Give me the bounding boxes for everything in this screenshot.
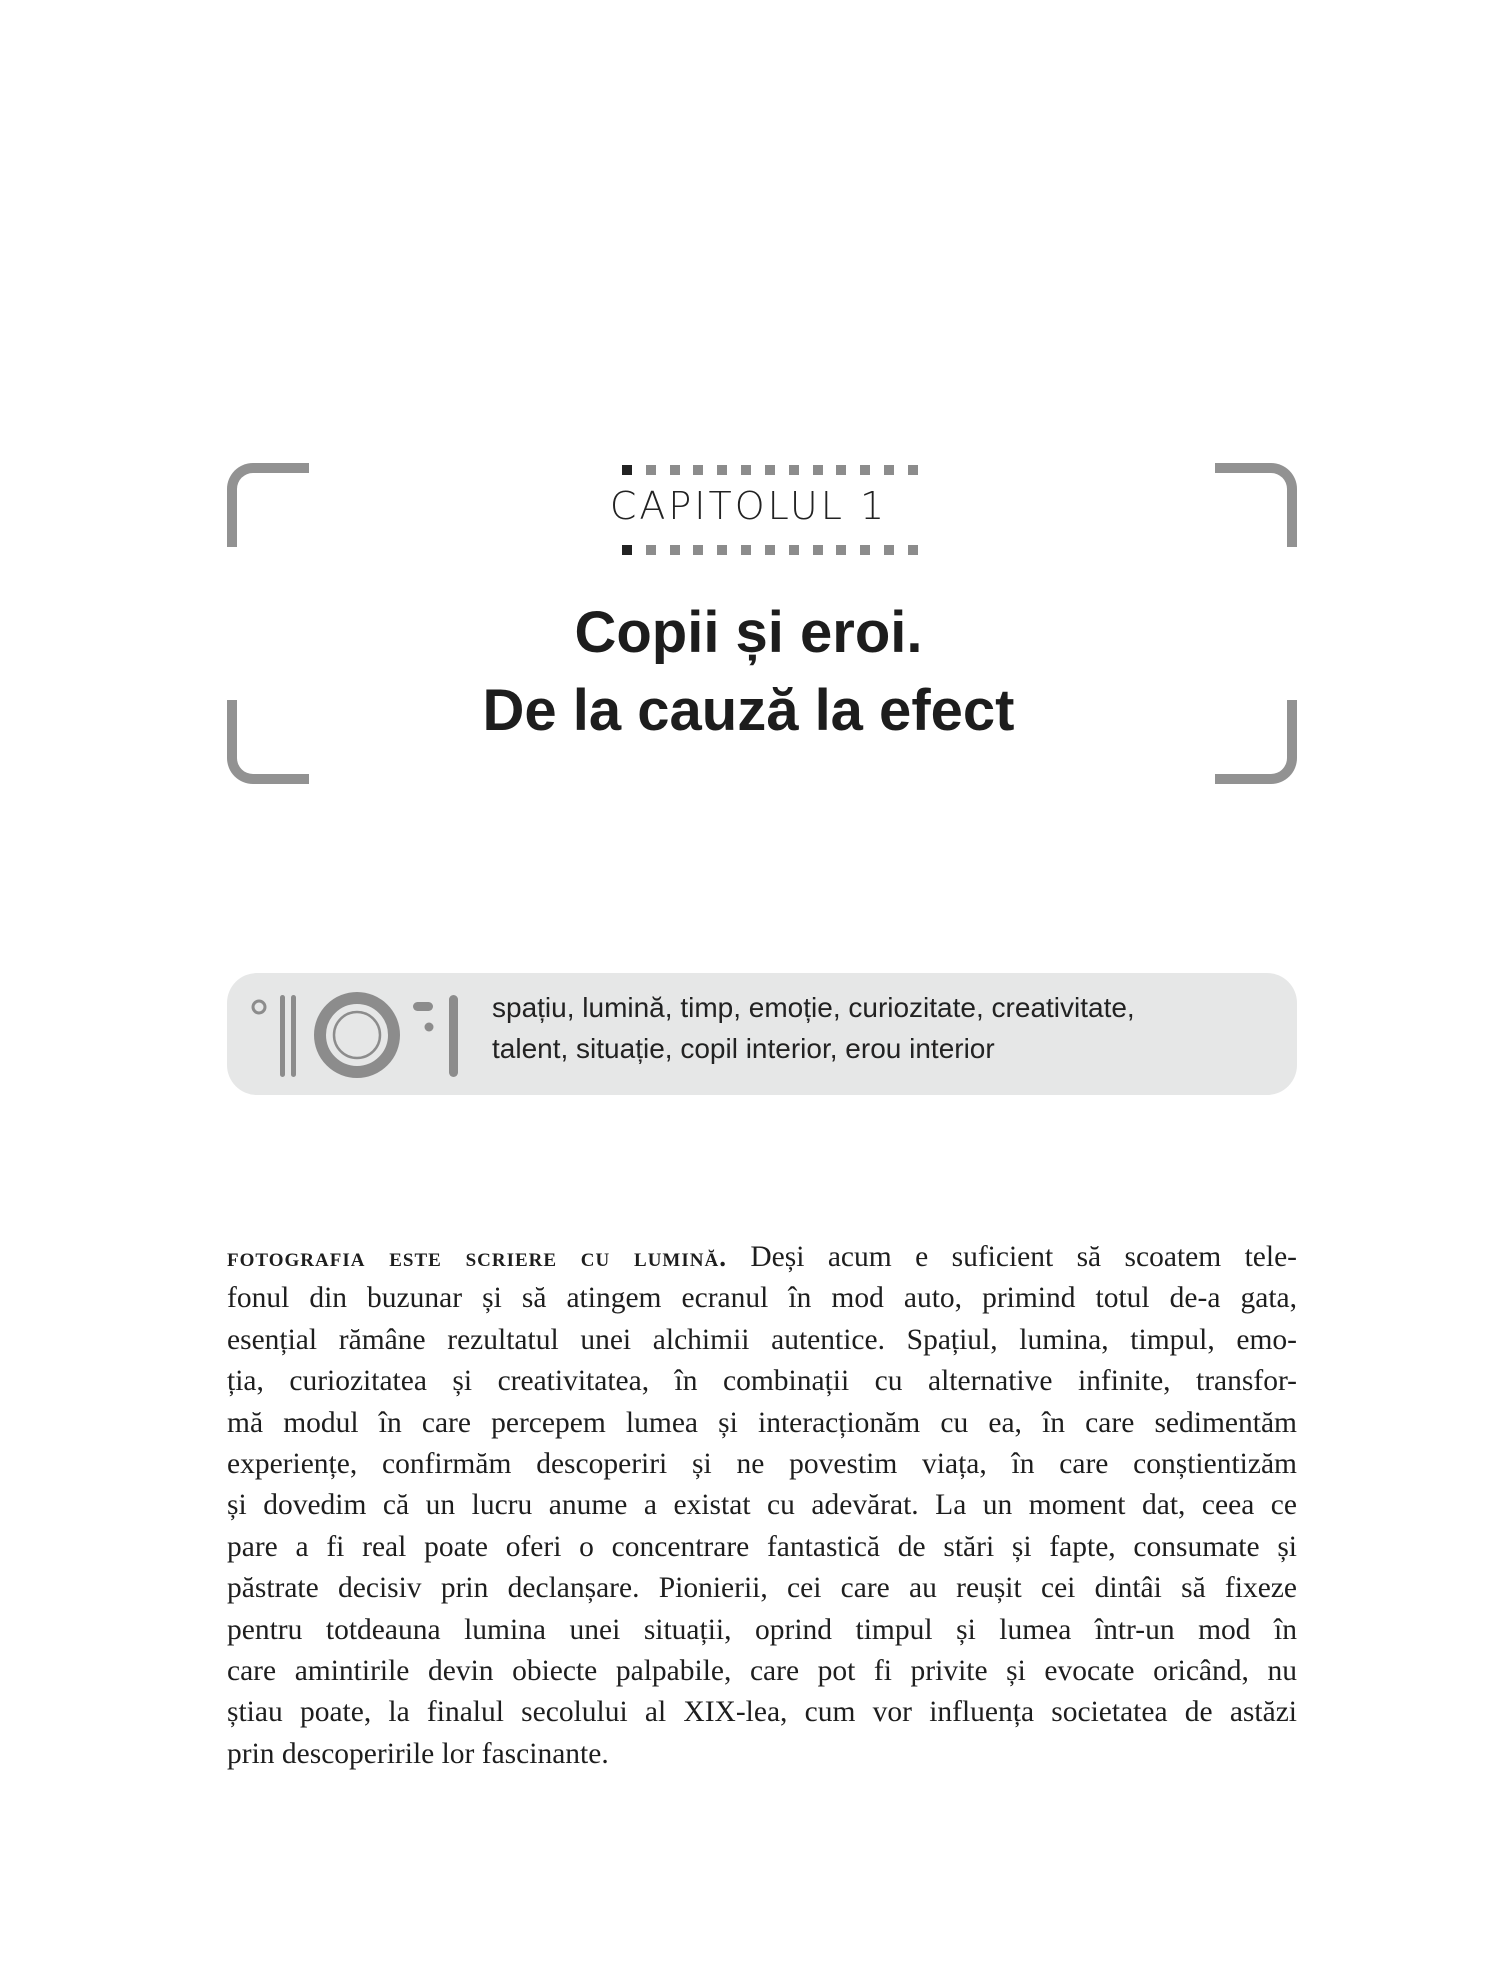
- body-line: pare a fi real poate oferi o concentrare fantastică de stări și fapte, consumate și: [227, 1530, 1297, 1563]
- keywords-line: talent, situație, copil interior, erou interior: [492, 1033, 995, 1064]
- keywords-line: spațiu, lumină, timp, emoție, curiozitate, creativitate,: [492, 992, 1135, 1023]
- body-line: [227, 1237, 1297, 1278]
- body-line: prin descoperirile lor fascinante.: [227, 1737, 609, 1770]
- dotted-rule-top: [622, 465, 918, 475]
- chapter-title-line: De la cauză la efect: [482, 678, 1015, 743]
- body-line: pentru totdeauna lumina unei situații, oprind timpul și lumea într-un mod în: [227, 1613, 1297, 1646]
- body-line: fonul din buzunar și să atingem ecranul în mod auto, primind totul de-a gata,: [227, 1282, 1297, 1315]
- body-line: care amintirile devin obiecte palpabile, care pot fi privite și evocate oricând, nu: [227, 1655, 1297, 1688]
- body-paragraph: [227, 1237, 1297, 1775]
- camera-icon: [245, 987, 465, 1083]
- body-line: știau poate, la finalul secolului al XIX-lea, cum vor influența societatea de astăzi: [227, 1696, 1297, 1729]
- body-line: esențial rămâne rezultatul unei alchimii autentice. Spațiul, lumina, timpul, emo-: [227, 1323, 1297, 1356]
- dotted-rule-bottom: [622, 545, 918, 555]
- lead-in: fotografia este scriere cu lumină.: [227, 1242, 727, 1272]
- chapter-label: CAPITOLUL 1: [609, 484, 888, 528]
- body-line: mă modul în care percepem lumea și interacționăm cu ea, în care sedimentăm: [227, 1406, 1297, 1439]
- body-line: experiențe, confirmăm descoperiri și ne povestim viața, în care conștientizăm: [227, 1448, 1297, 1481]
- body-line-rest: Deși acum e suficient să scoatem tele-: [726, 1241, 1297, 1273]
- keywords-text: [492, 987, 1135, 1069]
- body-line: păstrate decisiv prin declanșare. Pionierii, cei care au reușit cei dintâi să fixeze: [227, 1572, 1297, 1605]
- chapter-title: [0, 594, 1497, 750]
- keywords-box: [227, 973, 1297, 1095]
- chapter-title-line: Copii și eroi.: [574, 600, 923, 665]
- body-line: ția, curiozitatea și creativitatea, în combinații cu alternative infinite, transfor-: [227, 1365, 1297, 1398]
- body-line: și dovedim că un lucru anume a existat cu adevărat. La un moment dat, ceea ce: [227, 1489, 1297, 1522]
